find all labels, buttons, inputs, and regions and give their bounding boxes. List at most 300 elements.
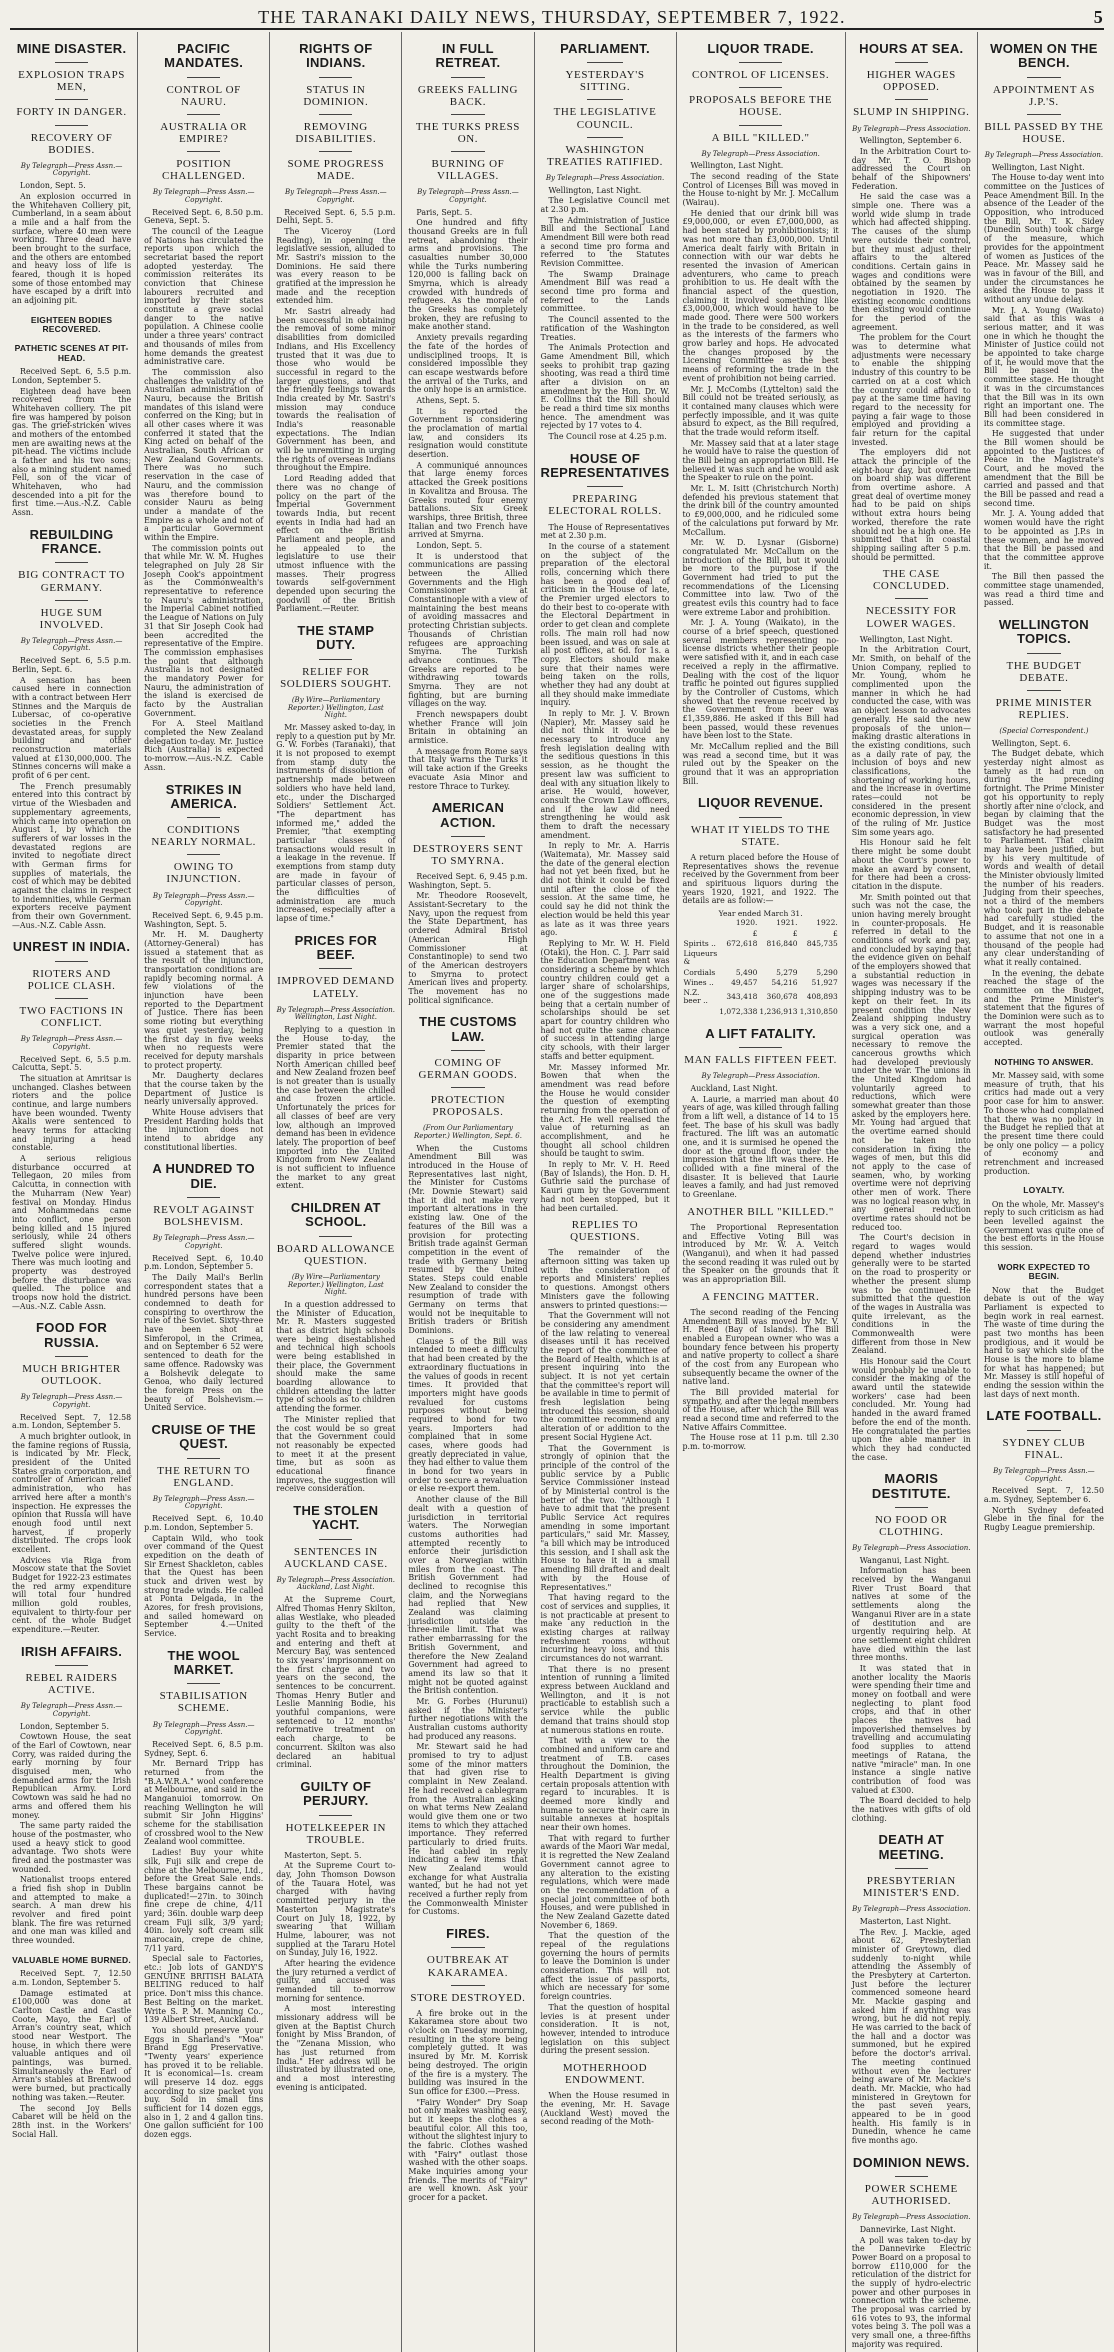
divider-rule	[1027, 690, 1061, 691]
article-paragraph: Received Sept. 7, 12.58 a.m. London, September 5.	[12, 1412, 132, 1431]
article-headline: FOOD FOR RUSSIA.	[36, 1320, 108, 1350]
column-1	[6, 32, 138, 2352]
article-byline: By Telegraph—Press Assn.—Copyright.	[285, 188, 387, 204]
table-cell: 5,290	[816, 967, 838, 977]
article-paragraph: Advices via Riga from Moscow state that the Soviet Budget for 1922-23 estimates the red army expenditure will total four hundred million gold roubles, equivalent to thirty-four per cent. of the whole Budget expenditure.—Reuter.	[12, 1555, 132, 1635]
article-byline: By Telegraph—Press Association. Wellington, Last Night.	[276, 1005, 395, 1022]
table-cell: 5,279	[776, 967, 798, 977]
article	[144, 783, 263, 1153]
article-paragraph: In the Arbitration Court to-day Mr. T. O. Bishop addressed the Court on behalf of the Shipowners' Federation.	[851, 146, 971, 191]
column-3	[270, 32, 402, 2352]
divider-rule	[895, 1507, 928, 1508]
divider-rule	[587, 62, 623, 63]
article-subhead: WHAT IT YIELDS TO THE STATE.	[690, 823, 831, 848]
article-paragraph: Special sale to Factories, etc.: Job lots of GANDY'S GENUINE BRITISH BALATA BELTING reduced to half price. Don't miss this chance. Best Belting on the market. Write S. P. M. Manning Co., 139 Albert Street, Auckland.	[144, 1954, 264, 2025]
column-2	[138, 32, 270, 2352]
article-paragraph: That the question of the repeal of the regulations governing the hours of permits to leave the Dominion is under consideration. This will not affect the issue of passports, which are necessary for some foreign countries.	[540, 1931, 670, 2002]
article-paragraph: Received Sept. 6, 10.40 p.m. London, September 5.	[144, 1253, 264, 1272]
article-subhead: REMOVING DISABILITIES.	[295, 120, 377, 145]
divider-rule	[739, 817, 783, 818]
article-body	[984, 164, 1104, 608]
article-subhead: PRESBYTERIAN MINISTER'S END.	[862, 1874, 960, 1900]
article	[276, 1504, 395, 1770]
article-paragraph: Lord Reading added that there was no change of policy on the part of the Imperial Government towards India, but recent events in India had had an effect on the British Parliament and people, and he appealed to the legislature to use their utmost influence with the masses. Their progress towards self-government depended upon securing the goodwill of the British Parliament.—Reuter.	[276, 474, 396, 614]
table-header-row	[683, 918, 839, 928]
article-paragraph: That with regard to further awards of the Maori War medal, it is regretted the New Zealand Government cannot agree to any alteration to the existing regulations, which were made on the recommendation of a special joint committee of both Houses, and were published in the New Zealand Gazette dated November 6, 1869.	[540, 1833, 670, 1930]
article-paragraph: Auckland, Last Night.	[690, 1083, 778, 1093]
table-cell: 1,072,338	[719, 1006, 758, 1016]
masthead	[10, 4, 1104, 30]
article-paragraph: The Minister replied that the cost would be so great that the Government could not reasonably be expected to meet it at the present time, but as soon as educational finance improves, the suggestion will receive consideration.	[276, 1414, 396, 1494]
article-headline: MAORIS DESTITUTE.	[871, 1471, 951, 1501]
article-headline: LIQUOR REVENUE.	[698, 795, 824, 811]
article-body	[144, 1741, 263, 2140]
article-body	[276, 1852, 395, 2093]
article-body	[541, 2092, 670, 2127]
article-subhead: HUGE SUM INVOLVED.	[39, 606, 104, 631]
article-paragraph: A poll was taken to-day by the Dannevirke Electric Power Board on a proposal to borrow £110,000 for the reticulation of the district for the supply of hydro-electric power and other purposes in connection with the scheme. The proposal was carried by 616 votes to 93, the informal votes being 3. The poll was a very small one, a three-fifths majority was required.	[851, 2235, 971, 2349]
article-byline: (By Wire—Parliamentary Reporter.) Wellington, Last Night.	[287, 695, 384, 720]
article	[276, 42, 395, 614]
article-subhead: GREEKS FALLING BACK.	[417, 83, 519, 108]
column-8	[978, 32, 1110, 2352]
page-number: 5	[1093, 7, 1104, 27]
table-row	[683, 968, 839, 978]
article	[12, 1645, 131, 2139]
article-paragraph: The commission points out that while Mr. W. M. Hughes telegraphed on July 28 Sir Joseph Cook's appointment as the Commonwealth's representative to reference to Nauru's administration, the Imperial Cabinet notified the League of Nations on July 31 that Sir Joseph Cook had been accredited the representative of the Empire. The commission emphasises the point that although Australia is not designated the mandatory Power for Nauru, the administration of the island is exercised de facto by the Australian Government.	[144, 543, 264, 718]
article	[144, 1649, 263, 2140]
article-byline: By Telegraph—Press Assn.—Copyright.	[152, 891, 255, 908]
divider-rule	[319, 659, 352, 660]
divider-rule	[739, 1047, 783, 1048]
revenue-table	[683, 910, 839, 1017]
article-subhead: RELIEF FOR SOLDIERS SOUGHT.	[280, 665, 392, 690]
article	[408, 801, 527, 1005]
article-crosshead: LOYALTY.	[1023, 1185, 1065, 1196]
article	[683, 1027, 839, 1200]
table-row	[683, 949, 839, 968]
article	[408, 42, 527, 791]
article-subhead: SYDNEY CLUB FINAL.	[1002, 1436, 1086, 1461]
article-body	[276, 724, 395, 924]
article	[408, 1927, 527, 2203]
article-body	[12, 1056, 131, 1312]
article-paragraph: The Bill provided material for sympathy, and after the legal members of the House, after which the Bill was read a second time and referred to the Native Affairs Committee.	[682, 1388, 839, 1432]
article	[683, 42, 839, 786]
article-headline: DEATH AT MEETING.	[878, 1832, 945, 1862]
article	[984, 42, 1104, 608]
article-paragraph: The Bill then passed the committee stage unamended, was read a third time and passed.	[983, 572, 1104, 608]
article-paragraph: Ladies! Buy your white silk, Fuji silk and crepe de chine at the Melbourne, Ltd., before the Great Sale ends. These bargains cannot be duplicated!—27in. to 30inch fine crepe de chine, 4/11 yard; 36in. double warp deep cream Fuji silk, 3/9 yard; 40in. lovely soft cream silk marocain, crepe de chine, 7/11 yard.	[144, 1848, 264, 1953]
divider-rule	[587, 486, 623, 487]
article-subhead: REBEL RAIDERS ACTIVE.	[25, 1672, 118, 1697]
article-headline: REBUILDING FRANCE.	[29, 526, 114, 557]
table-cell	[799, 949, 839, 968]
column-6	[677, 32, 846, 2352]
article-paragraph: A serious religious disturbance occurred at Tellegaon, 20 miles from Calcutta, in connection with the Muharram (New Year) festival on Monday. Hindus and Mohammedans came into conflict, one person being killed and 15 injured seriously, while 24 others suffered slight wounds. Twelve police were injured. There was much looting and property was destroyed before the disturbance was quelled. The police and troops now hold the district.—Aus.-N.Z. Cable Assn.	[12, 1154, 132, 1311]
article-subhead: BURNING OF VILLAGES.	[431, 157, 505, 183]
column-grid	[6, 32, 1110, 2349]
article-body	[408, 2010, 527, 2203]
article-paragraph: The second reading of the State Control of Licenses Bill was moved in the House to-night by Mr. J. McCallum (Wairau).	[682, 172, 839, 208]
table-cell: £	[792, 928, 798, 938]
table-cell: £	[832, 928, 838, 938]
article-paragraph: His Honour said he felt there might be some doubt about the Court's power to make an award by consent, for there had been a cross-citation in the dispute.	[851, 838, 971, 891]
article-byline: By Telegraph—Press Association.	[701, 1072, 820, 1081]
article-paragraph: You should preserve your Eggs in Sharland's "Moa" Brand Egg Preservative. "Twenty years' experience has proved it to be reliable. It is economical—1s. cream will preserve 14 doz. eggs according to size packet you buy. Sold in small tins sufficient for 14 dozen eggs, also in 1, 2 and 4 gallon tins. One gallon sufficient for 100 dozen eggs.	[144, 2025, 264, 2140]
divider-rule	[451, 77, 484, 78]
divider-rule	[187, 1683, 220, 1684]
article-paragraph: That the question of hospital levies is at present under consideration. It is not, however, intended to introduce legislation on this subject during the present session.	[540, 2002, 670, 2056]
article-paragraph: Now that the Budget debate is out of the way Parliament is expected to begin work in real earnest. The waste of time during the past two months has been prodigious, and it would be hard to say which side of the House is the more to blame for what has happened; but Mr. Massey is still hopeful of ending the session within the last days of next month.	[983, 1285, 1104, 1399]
article-paragraph: North Sydney defeated Glebe in the final for the Rugby League premiership.	[983, 1505, 1104, 1533]
article-subhead: THE TURKS PRESS ON.	[415, 120, 521, 145]
article	[541, 452, 670, 1213]
article-paragraph: Received Sept. 7, 12.50 a.m. London, September 5.	[12, 1969, 132, 1987]
article-paragraph: The Council assented to the ratification of the Washington Treaties.	[540, 315, 670, 342]
divider-rule	[55, 562, 88, 563]
article-paragraph: Replying to Mr. W. H. Field (Otaki), the Hon. C. J. Parr said the Education Department was considering a scheme by which country children could get a larger share of scholarships, one of the suggestions made being that a certain number of scholarships should be set apart for country children who had not quite the same chance of success in attending large city schools, with their larger staffs and better equipment.	[540, 938, 670, 1061]
table-cell: Liqueurs &	[683, 949, 718, 967]
article	[541, 42, 670, 442]
article-byline: By Telegraph—Press Assn.—Copyright.	[152, 1234, 255, 1250]
article-paragraph: Information has been received by the Wanganui River Trust Board that natives at some of the settlements along the Wanganui River are in a state of destitution and are urgently requiring help. At one settlement eight children have died within the last three months.	[851, 1566, 971, 1663]
article-paragraph: He suggested that under the Bill women should be appointed to the Justices of Peace in the Magistrate's Court, and he moved the amendment that the Bill be carried and passed and that the Bill be passed and read a second time.	[983, 429, 1104, 508]
article-paragraph: Wellington, Last Night.	[548, 185, 642, 195]
article-paragraph: A most interesting missionary address will be given at the Baptist Church tonight by Miss Brandon, of the "Zenana Mission, who has just returned from India." Her address will be illustrated by illustrated one, and a most interesting evening is anticipated.	[276, 2004, 396, 2092]
article-body	[683, 1085, 839, 1200]
divider-rule	[55, 961, 88, 962]
article-headline: THE CUSTOMS LAW.	[419, 1014, 517, 1044]
article-body	[541, 187, 670, 442]
article-subhead: REVOLT AGAINST BOLSHEVISM.	[153, 1204, 255, 1229]
article-paragraph: Received Sept. 6, 8.50 p.m. Geneva, Sept. 5.	[144, 207, 264, 226]
article-paragraph: Received Sept. 6, 8.5 p.m. Sydney, Sept. 6.	[144, 1739, 264, 1758]
article-byline: By Telegraph—Press Assn.—Copyright.	[20, 1702, 123, 1718]
article-paragraph: He denied that our drink bill was £9,000,000, or even £7,000,000, as had been stated by prohibitionists; it was not more than £3,000,000. Until America dealt fairly with Britain in connection with our war debts he resented the invasion of American adventurers, who came to preach prohibition to us. He dealt with the financial aspect of the question, claiming it involved something like £3,000,000, which would have to be made good. There were 500 workers in the trade to be considered, as well as the interests of the farmers who grow barley and hops. He advocated the changes proposed by the Licensing Committee as the best means of reforming the trade in the event of prohibition not being carried.	[682, 208, 839, 383]
article-paragraph: That there is no present intention of running a limited express between Auckland and Wellington, and it is not practicable to establish such a service while the public demand that trains should stop at numerous stations en route.	[540, 1664, 670, 1735]
divider-rule	[451, 1947, 484, 1948]
divider-rule	[187, 151, 220, 152]
article-subhead: APPOINTMENT AS J.P.'S.	[992, 83, 1095, 108]
article-subhead: HIGHER WAGES OPPOSED.	[866, 69, 956, 94]
article-subhead: IMPROVED DEMAND LATELY.	[277, 975, 395, 1000]
article-subhead: A BILL "KILLED."	[711, 131, 810, 144]
article	[984, 1409, 1104, 1532]
article-crosshead: NOTHING TO ANSWER.	[994, 1056, 1094, 1067]
article-paragraph: Eighteen dead have been recovered from the Whitehaven colliery. The pit fire was hampered by poison gas. The grief-stricken wives and mothers of the entombed men are awaiting news at the pit-head. The victims include a father and his two sons; also a mining student named Fell, son of the vicar of Whitehaven, who had descended into a pit for the first time.—Aus.-N.Z. Cable Assn.	[12, 386, 132, 518]
divider-rule	[319, 1815, 352, 1816]
article-paragraph: London, Sept. 5.	[416, 540, 483, 550]
article-paragraph: London, Sept. 5.	[20, 181, 86, 191]
article-paragraph: The Daily Mail's Berlin correspondent states that a hundred persons have been condemned to death for conspiring to overthrow the rule of the Soviet. Sixty-three have been shot at Simferopol, in the Crimea, and on September 6 52 were sentenced to death for the same offence. Radowsky was a Bolshevik delegate to Genoa, who daily lectured the foreign Press on the beauty of Bolshevism.—United Service.	[144, 1272, 264, 1413]
article-paragraph: Mr. Massey asked to-day, in reply to a question put by Mr. G. W. Forbes (Taranaki), that it is not proposed to exempt from stamp duty the instruments of dissolution of partnership made between soldiers who have held land, etc., under the Discharged Soldiers' Settlement Act. "The department has informed me," added the Premier, "that exempting particular classes of transactions would result in a leakage in the revenue. If exemptions from stamp duty are made in favour of particular classes of person, the difficulties of administration are much increased, especially after a lapse of time."	[276, 723, 396, 924]
article-headline: CRUISE OF THE QUEST.	[151, 1421, 256, 1452]
divider-rule	[451, 1050, 484, 1051]
table-cell: Spirits ..	[683, 938, 716, 948]
article-subhead: POSITION CHALLENGED.	[162, 157, 246, 183]
article-paragraph: Wellington, September 6.	[859, 136, 962, 146]
article-paragraph: Cowtown House, the seat of the Earl of Cowtown, near Corry, was raided during the early morning by four disguised men, who demanded arms for the Irish Republican Army. Lord Cowtown was said he had no arms and offered them his money.	[12, 1732, 132, 1820]
article-paragraph: The problem for the Court was to determine what adjustments were necessary to enable the shipping industry of this country to be carried on at a cost which the country could afford to pay at the same time having regard to the necessity for paying a fair wage to those employed and providing a fair return for the capital invested.	[851, 333, 971, 447]
table-cell: N.Z. beer ..	[683, 988, 708, 1006]
article-paragraph: An explosion occurred in the Whitehaven Colliery pit, Cumberland, in a seam about a mile and a half from the surface, where 40 men were working. Three dead have been brought to the surface, and the others are entombed and heavy loss of life is feared, though it is hoped some of those entombed may have escaped by a drift into an adjoining pit.	[12, 191, 132, 306]
article-body	[408, 209, 527, 792]
column-5	[535, 32, 677, 2352]
article-paragraph: At the Supreme Court, Alfred Thomas Henry Skilton, alias Westlake, who pleaded guilty to the theft of the yacht Rosita and to breaking and entering and theft at Mercury Bay, was sentenced to six years' imprisonment on the first charge and two years on the second, the sentences to be concurrent. Thomas Henry Butler and Leslie Manning Bodie, his youthful companions, were sentenced to 12 months' reformative treatment on each charge, to be concurrent. Skilton was also declared an habitual criminal.	[276, 1595, 396, 1770]
divider-rule	[451, 1087, 484, 1088]
article-headline: GUILTY OF PERJURY.	[300, 1778, 372, 1809]
article-headline: IN FULL RETREAT.	[435, 41, 501, 71]
table-row	[683, 939, 839, 949]
article-headline: LIQUOR TRADE.	[707, 41, 814, 56]
article-byline: By Telegraph—Press Association.	[852, 2213, 971, 2222]
article-headline: DOMINION NEWS.	[852, 2154, 970, 2170]
article-paragraph: In reply to Mr. A. Harris (Waitemata), Mr. Massey said the date of the general election had not yet been fixed, but he did not think it could be fixed until after the close of the session. At the same time, he could say he did not think the election would be held this year as late as it was three years ago.	[540, 841, 670, 938]
article-paragraph: When the House resumed in the evening, Mr. H. Savage (Auckland West) moved the second reading of the Moth-	[540, 2091, 670, 2127]
article-subhead: RECOVERY OF BODIES.	[30, 131, 113, 156]
article-byline: By Telegraph—Press Association. Auckland, Last Night.	[276, 1575, 395, 1592]
article-paragraph: The Council rose at 4.25 p.m.	[548, 432, 667, 442]
article-subhead: PROPOSALS BEFORE THE HOUSE.	[689, 94, 833, 119]
article-paragraph: Mr. Massey said that at a later stage he would have to raise the question of the Bill being an appropriation Bill. He believed it was such and he would ask the Speaker to rule on the point.	[682, 438, 839, 483]
article-paragraph: On the whole, Mr. Massey's reply to such criticism as had been levelled against the Government was quite one of the best efforts in the House this session.	[983, 1199, 1104, 1253]
article-paragraph: The Administration of Justice Bill and the Sectional Land Amendment Bill were both read a second time pro forma and referred to the Statutes Revision Committee.	[540, 215, 670, 269]
divider-rule	[187, 1458, 220, 1459]
article-headline: THE WOOL MARKET.	[167, 1647, 240, 1678]
article-paragraph: Wellington, Sept. 6.	[991, 738, 1071, 748]
article-paragraph: That with a view to the combined and uniform care and treatment of T.B. cases throughout the Dominion, the Health Department is giving certain proposals attention with regard to incurables. It is deemed more kindly and humane to secure their care in suitable annexes at hospitals near their own homes.	[540, 1736, 670, 1833]
article-body	[408, 1145, 527, 1918]
article-paragraph: "Fairy Wonder" Dry Soap not only makes washing easy, but it keeps the clothes a beautiful color. All this too, without the slightest injury to the fabric. Clothes washed with "Fairy" outlast those washed with the other soaps. Make inquiries among your friends. The merits of "Fairy" are well known. Ask your grocer for a packet.	[408, 2097, 528, 2203]
article-paragraph: In a question addressed to the Minister of Education, Mr. R. Masters suggested that as district high schools were being disestablished and technical high schools were being established in their place, the Government should make the same boarding allowance to children attending the latter type of schools as to children attending the former.	[276, 1299, 396, 1414]
article	[683, 1206, 839, 1285]
article-paragraph: Mr. W. D. Lysnar (Gisborne) congratulated Mr. McCallum on the introduction of the Bill, but it would be more to the purpose if the Government had tried to put the recommendations of the Licensing Committee into law. Two of the greatest evils this country had to face were extreme Labor and prohibition.	[682, 538, 839, 617]
article	[852, 1833, 971, 2145]
table-cell: 360,678	[766, 992, 798, 1002]
article-paragraph: Anxiety prevails regarding the fate of the hordes of undisciplined troops. It is considered impossible they can escape westwards before the arrival of the Turks, and the only hope is an armistice.	[408, 333, 528, 395]
article-paragraph: A. Laurie, a married man about 40 years of age, was killed through falling from a lift well, a distance of 14 to 15 feet. The base of his skull was badly fractured. The lift was an automatic one, and it is surmised he opened the door at the ground floor, under the impression that the lift was there. He collided with a fine mineral of the disaster. It is believed that Laurie leaves a family, and had just removed to Greenlane.	[682, 1094, 839, 1200]
article-subhead: OUTBREAK AT KAKARAMEA.	[426, 1954, 509, 1979]
article-paragraph: The council of the League of Nations has circulated the reports upon which the secretariat based the report adopted yesterday. The commission reiterates its conviction that Chinese labourers recruited and imported by their states constitute a grave social danger to the native population. A Chinese coolie under a three years' contract and thousands of miles from home demands the greatest administrative care.	[144, 226, 264, 367]
article-subhead: THE LEGISLATIVE COUNCIL.	[553, 106, 657, 131]
article	[276, 1780, 395, 2092]
divider-rule	[451, 114, 484, 115]
article-paragraph: London, September 5.	[20, 1721, 109, 1731]
article-paragraph: Received Sept. 6, 5.5 p.m. Berlin, Sept. 6.	[12, 656, 132, 674]
article-body	[12, 1723, 131, 2140]
article-paragraph: Paris, Sept. 5.	[416, 207, 473, 217]
article-paragraph: The same party raided the house of the postmaster, who used a heavy stick to good advantage. Two shots were fired and the postmaster was wounded.	[12, 1821, 132, 1874]
article-paragraph: The employers did not attack the principle of the eight-hour day, but overtime on board ship was different from overtime ashore. A great deal of overtime money had to be paid on ships without extra hours being worked, therefore the rate should not be a high one. He submitted that in coastal shipping sailing after 5 p.m. should be permitted.	[851, 448, 971, 562]
article-headline: STRIKES IN AMERICA.	[165, 781, 242, 811]
table-row	[683, 929, 839, 939]
article-subhead: FORTY IN DANGER.	[16, 106, 127, 119]
article-subhead: A FENCING MATTER.	[701, 1290, 820, 1303]
table-cell: 51,927	[811, 977, 838, 987]
article-paragraph: Received Sept. 7, 12.50 a.m. Sydney, September 6.	[983, 1486, 1104, 1504]
article-paragraph: A sensation has been caused here in connection with a contract between Herr Stinnes and the Marquis de Lubersac, of co-operative societies in the French devastated areas, for supply building and other reconstruction materials valued at £130,000,000. The Stinnes concerns will make a profit of 6 per cent.	[12, 675, 132, 781]
article-crosshead: VALUABLE HOME BURNED.	[12, 1954, 131, 1965]
article-byline: (From Our Parliamentary Reporter.) Wellington, Sept. 6.	[413, 1124, 522, 1140]
article-paragraph: Athens, Sept. 5.	[416, 395, 480, 405]
table-cell: Cordials	[683, 967, 716, 977]
article-body	[408, 873, 527, 1005]
article	[276, 1201, 395, 1494]
article-body	[852, 636, 971, 1463]
article	[541, 1219, 670, 2056]
article-body	[144, 209, 263, 773]
article-subhead: MAN FALLS FIFTEEN FEET.	[684, 1054, 837, 1067]
article-subhead: BIG CONTRACT TO GERMANY.	[18, 569, 125, 594]
article-body	[984, 1487, 1104, 1532]
article-paragraph: Mr. Daugherty declares that the course taken by the Department of Justice is nearly universally approved.	[144, 1071, 264, 1107]
article-paragraph: The Rev. J. Mackie, aged about 62, Presbyterian minister of Greytown, died suddenly to-night while attending the Assembly of the Presbytery at Carterton. Just before the lecturer commenced someone heard Mr. Mackie gasping and asked him if anything was wrong, but he did not reply. He was carried to the back of the hall and a doctor was summoned, but he expired before the doctor's arrival. The meeting continued without even the lecturer being aware of Mr. Mackie's death. Mr. Mackie, who had ministered in Greytown for the past seven years, appeared to be in good health. His family is in Dunedin, whence he came five months ago.	[851, 1927, 971, 2146]
divider-rule	[55, 600, 88, 601]
article	[852, 2156, 971, 2350]
article-subhead: BILL PASSED BY THE HOUSE.	[984, 120, 1104, 145]
article-paragraph: Received Sept. 6, 9.45 p.m. Washington, Sept. 5.	[408, 872, 528, 890]
article-paragraph: In the course of a statement on the subject of the preparation of the electoral rolls, concerning which there has been a good deal of criticism in the House of late, the Premier urged electors to do their best to co-operate with the Electoral Department in order to get clean and complete rolls. The main roll had now been issued, and was on sale at all post offices, at 6d. for 1s. a copy. Electors should make sure that their names were being taken on the rolls, whether they had any doubt at all they should make immediate inquiry.	[540, 541, 670, 708]
article-paragraph: Replying to a question in the House to-day, the Premier stated that the disparity in price between North American chilled beef and New Zealand frozen beef is not greater than is usually the case between the chilled and frozen article. Unfortunately the prices for all classes of beef are very low, although an improved demand has been in evidence lately. The proportion of beef imported into the United Kingdom from New Zealand is not sufficient to influence the market to any great extent.	[276, 1024, 396, 1191]
article-paragraph: That the Government will not be considering any amendment of the law relating to venereal diseases until it has received the report of the committee of the Board of Health, which is at present inquiring into the subject. It is not yet certain that the committee's report will be available in time to permit of fresh legislation being introduced this session, should the committee recommend any alteration of or addition to the present Social Hygiene Act.	[540, 1311, 670, 1442]
article-subhead: NECESSITY FOR LOWER WAGES.	[865, 605, 957, 630]
table-cell	[683, 1007, 719, 1017]
article-subhead: CONTROL OF LICENSES.	[692, 69, 830, 82]
article-paragraph: For A. Steel Maitland completed the New Zealand delegation to-day. Mr. Justice Rich (Australia) is expected to-morrow.—Aus.-N.Z. Cable Assn.	[144, 719, 264, 772]
article-subhead: CONDITIONS NEARLY NORMAL.	[151, 824, 257, 849]
article-body	[276, 1026, 395, 1191]
article	[852, 568, 971, 1462]
article-paragraph: A message from Rome says that Italy warns the Turks it will take action if the Greeks evacuate Asia Minor and restore Thrace to Turkey.	[408, 746, 528, 791]
article-paragraph: Nationalist troops entered a fried fish shop in Dublin and attempted to make a search. A man drew his revolver and fired point blank. The fire was returned and one man was killed and three wounded.	[12, 1875, 132, 1946]
article-paragraph: Mr. Bernard Tripp has returned from the "B.A.W.R.A." wool conference at Melbourne, and said in the Manganuioi tomorrow. On reaching Wellington he will submit Sir John Higgins' scheme for the stabilisation of crossbred wool to the New Zealand wool committee.	[144, 1759, 264, 1847]
article-crosshead: EIGHTEEN BODIES RECOVERED.	[30, 314, 113, 335]
article-paragraph: A return placed before the House of Representatives shows the revenue received by the Government from beer and spirituous liquors during the years 1920, 1921, and 1922. The details are as follow:—	[682, 852, 839, 906]
divider-rule	[451, 1985, 484, 1986]
article-byline: By Telegraph—Press Assn.—Copyright.	[152, 1720, 255, 1737]
divider-rule	[55, 1356, 88, 1357]
article-paragraph: The Animals Protection and Game Amendment Bill, which seeks to prohibit trap gazing shooting, was read a third time after a division on an amendment by the Hon. Dr. W. E. Collins that the Bill should be read a third time six months hence. The amendment was rejected by 17 votes to 4.	[540, 343, 670, 431]
article-headline: THE STAMP DUTY.	[297, 623, 375, 653]
article-subhead: SOME PROGRESS MADE.	[287, 157, 385, 183]
article-paragraph: In the evening, the debate reached the stage of the committee on the Budget, and the Prime Minister's statement that the figures of the Dominion were such as to warrant the most hopeful outlook was generally accepted.	[983, 968, 1104, 1048]
article-paragraph: Received Sept. 6, 10.40 p.m. London, September 5.	[144, 1514, 264, 1532]
article-paragraph: At the Supreme Court to-day, John Thomson Dowson of the Tauara Hotel, was charged with having committed perjury in the Masterton Magistrate's Court on July 18, 1922, by swearing that William Hulme, labourer, was not supplied at the Tararu Hotel on Sunday, July 16, 1922.	[276, 1861, 396, 1958]
article-subhead: ANOTHER BILL "KILLED."	[687, 1205, 834, 1218]
table-row	[683, 978, 839, 988]
article-paragraph: The French presumably entered into this contract by virtue of the Wiesbaden and supplementary agreements, which came into operation on August 1, by which the sufferers of war losses in the devastated regions are invited to negotiate direct with German firms for supplies of materials, the cost of which may be debited against the claims in respect to indemnities, while German exporters receive payment from their own Government.—Aus.-N.Z. Cable Assn.	[12, 781, 132, 930]
article-subhead: HOTELKEEPER IN TROUBLE.	[285, 1821, 386, 1846]
article-paragraph: A fire broke out in the Kakaramea store about two o'clock on Tuesday morning, resulting in the store being completely gutted. It was insured by Mr. M. Korrisk being destroyed. The origin of the fire is a mystery. The building was insured in the Sun office for £300.—Press.	[408, 2008, 528, 2096]
divider-rule	[187, 817, 220, 818]
divider-rule	[319, 1539, 352, 1540]
column-7	[846, 32, 978, 2352]
article-paragraph: Captain Wild, who took over command of the Quest expedition on the death of Sir Ernest Shackleton, cables that the Quest has been stuck and driven west by strong trade winds. He called at Ponta Delgada, in the Azores, for fresh provisions, and sailed homeward on September 4.—United Service.	[144, 1533, 264, 1639]
divider-rule	[1027, 653, 1061, 654]
article-paragraph: Damage estimated at £100,000 was done at Carlton Castle and Castle Coote, Mayo, the Earl of Arran's country seat, which stood near Westport. The house, in which there were valuable antiques and oil paintings, was burned. Simultaneously the Earl of Arran's stables at Brentwood were burned, but practically nothing was taken.—Reuter.	[12, 1988, 132, 2102]
article-subhead: SENTENCES IN AUCKLAND CASE.	[283, 1545, 388, 1570]
article-paragraph: Mr. J. A. Young added that women would have the right to be appointed as J.P.s in these women, and he moved that the Bill be passed and that the committee approve it.	[983, 509, 1104, 571]
article-paragraph: The commission also challenges the validity of the Australian administration of Nauru, because the British mandates of this island were conferred on the King; but in all other cases where it was conferred it stated that the King acted on behalf of the Australian, South African or New Zealand Governments. There was no such reservation in the case of Nauru, and the commission was therefore bound to consider Nauru as being under a mandate of the Empire as a whole and not of a particular Government within the Empire.	[144, 367, 264, 542]
table-cell: 343,418	[726, 992, 758, 1002]
article-paragraph: It is reported the Government is considering the proclamation of martial law, and considers its resignation would constitute desertion.	[408, 406, 528, 460]
article	[984, 618, 1104, 1399]
article-subhead: AUSTRALIA OR EMPIRE?	[160, 120, 248, 145]
article-headline: LATE FOOTBALL.	[986, 1408, 1102, 1424]
article-body	[12, 657, 131, 930]
table-cell: 1,310,850	[799, 1006, 838, 1016]
article-paragraph: Mr. Sastri already had been successful in obtaining the removal of some minor disabilities from domiciled Indians, and His Excellency trusted that it was due to those who would be successful in regard to the larger questions, and that the friendly feelings towards India created by Mr. Sastri's mission may conduce towards the realisation of India's reasonable expectations. The Indian Government has been, and will be unremitting in urging the rights of overseas Indians throughout the Empire.	[276, 307, 396, 473]
article-paragraph: Received Sept. 6, 9.45 p.m. Washington, Sept. 5.	[144, 910, 264, 929]
article-headline: UNREST IN INDIA.	[12, 939, 131, 955]
article-paragraph: In reply to Mr. J. V. Brown (Napier), Mr. Massey said he did not think it would be necessary to introduce any fresh legislation dealing with the seditious questions in this session, as he thought the present law was sufficient to deal with any situation likely to arise. He would, however, consult the Crown Law officers, and if the law did need strengthening he would ask them to draft the necessary amendment.	[540, 709, 670, 840]
article-byline: By Telegraph—Press Association.	[984, 150, 1104, 159]
table-cell: 845,735	[806, 938, 838, 948]
divider-rule	[451, 151, 484, 152]
table-cell: 54,216	[771, 977, 798, 987]
article-headline: IRISH AFFAIRS.	[20, 1643, 123, 1659]
article-headline: PRICES FOR BEEF.	[294, 932, 378, 963]
divider-rule	[319, 1236, 352, 1237]
article-subhead: RIOTERS AND POLICE CLASH.	[27, 967, 116, 992]
masthead-title: THE TARANAKI DAILY NEWS, THURSDAY, SEPTEMBER 7, 1922.	[258, 7, 846, 27]
article-paragraph: The situation at Amritsar is unchanged. Clashes between rioters and the police continue, and large numbers have been wounded. Twenty Akalis were sentenced to heavy terms for attacking and injuring a head constable.	[12, 1073, 132, 1153]
divider-rule	[55, 998, 88, 999]
table-header-cell: 1922.	[816, 918, 838, 928]
article-subhead: SLUMP IN SHIPPING.	[853, 106, 970, 119]
article-paragraph: Wellington, Last Night.	[690, 161, 784, 171]
article-paragraph: The Legislative Council met at 2.30 p.m.	[540, 196, 670, 214]
article	[683, 1291, 839, 1452]
divider-rule	[1027, 114, 1061, 115]
divider-rule	[587, 99, 623, 100]
article-byline: By Telegraph—Press Association.	[852, 124, 971, 133]
divider-rule	[55, 125, 88, 126]
article	[276, 624, 395, 924]
article-paragraph: Mr. J. McCombs (Lyttelton) said the Bill could not be treated seriously, as it contained many clauses which were perfectly impossible, and it was quite absurd to expect, as the Bill required, that the trade would reform itself.	[682, 384, 839, 437]
article-byline: (Special Correspondent.)	[999, 727, 1089, 735]
divider-rule	[895, 1868, 928, 1869]
divider-rule	[895, 2176, 928, 2177]
article-paragraph: When the Customs Amendment Bill was introduced in the House of Representatives last night, the Minister for Customs (Mr. Downie Stewart) said that it did not make very important alterations in the existing law. One of the features of the Bill was a provision for protecting British trade against German competition in the event of trade with Germany being resumed by the United States. Steps could enable New Zealand to consider the resumption of trade with Germany on terms that would not be inequitable to British traders or British Dominions.	[408, 1143, 528, 1336]
article-paragraph: Masterton, Last Night.	[859, 1916, 952, 1926]
article-subhead: OWING TO INJUNCTION.	[166, 861, 242, 886]
article-paragraph: The Budget debate, which yesterday night almost as tamely as it had run on during the preceding fortnight. The Prime Minister got his opportunity to reply shortly after nine o'clock, and began by claiming that the Budget was the most satisfactory he had presented to Parliament. That claim may have been justified, but by his very multitude of words and wealth of detail the Minister obviously limited the number of his readers. Judging from their speeches, not a third of the members who took part in the debate had carefully studied the Budget, and it is reasonable to assume that not one in a thousand of the people had any clear understanding of what it really contained.	[983, 749, 1104, 967]
table-cell: 816,840	[766, 938, 798, 948]
article-byline: By Telegraph—Press Association.	[852, 1544, 971, 1553]
article-paragraph: The remainder of the afternoon sitting was taken up with the consideration of reports and Ministers' replies to questions. Amongst others Ministers gave the following answers to printed questions:—	[540, 1248, 670, 1310]
article-subhead: BOARD ALLOWANCE QUESTION.	[276, 1242, 395, 1267]
article-body	[276, 209, 395, 615]
column-4	[402, 32, 534, 2352]
article-subhead: STABILISATION SCHEME.	[159, 1690, 248, 1715]
article-body	[683, 1309, 839, 1452]
article-paragraph: The second Joy Bells Cabaret will be held on the 28th inst. in the Workers' Social Hall.	[12, 2103, 132, 2139]
article-paragraph: The second reading of the Fencing Amendment Bill was moved by Mr. V. H. Reed (Bay of Islands). The Bill enabled a European owner who was a boundary fence between his property and native property to collect a share of the cost from any European who subsequently became the owner of the native land.	[682, 1307, 839, 1387]
article-subhead: POWER SCHEME AUTHORISED.	[864, 2183, 958, 2208]
article-headline: CHILDREN AT SCHOOL.	[290, 1200, 381, 1230]
article-body	[852, 1557, 971, 1824]
article-body	[144, 1515, 263, 1639]
table-cell: £	[752, 928, 758, 938]
article-paragraph: After hearing the evidence the jury returned a verdict of guilty, and accused was remanded till to-morrow morning for sentence.	[276, 1958, 396, 2003]
article-body	[12, 182, 131, 518]
table-cell: 5,490	[735, 967, 758, 977]
article-byline: By Telegraph—Press Assn.—Copyright.	[417, 188, 519, 204]
article-body	[12, 1414, 131, 1635]
article-crosshead: WORK EXPECTED TO BEGIN.	[997, 1261, 1091, 1282]
